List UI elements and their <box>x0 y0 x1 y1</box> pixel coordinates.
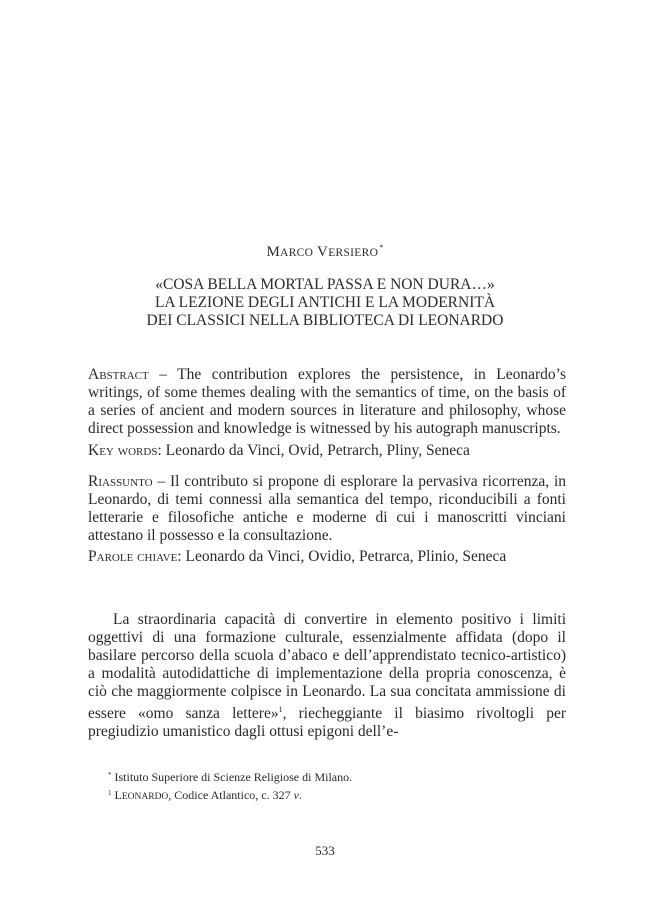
page-number: 533 <box>315 843 335 858</box>
keywords-label: Key words: <box>88 442 162 459</box>
footnote-1-text: , Codice Atlantico, c. 327 <box>168 788 294 802</box>
author-initial-last: V <box>317 244 329 260</box>
parole-text: Leonardo da Vinci, Ovidio, Petrarca, Plinio, Seneca <box>181 548 507 565</box>
author-footnote-mark[interactable]: * <box>379 243 384 252</box>
keywords <box>88 442 566 460</box>
footnote-author-rest: EONARDO <box>121 792 169 802</box>
footnote-1-italic: v <box>293 788 299 802</box>
author-name <box>0 243 650 261</box>
footnote-mark-1: 1 <box>108 789 112 797</box>
footnote-affiliation <box>108 767 566 785</box>
body-paragraph <box>88 611 566 741</box>
footnote-1 <box>108 785 566 805</box>
author-initial-first: M <box>266 244 281 260</box>
riassunto-label: Riassunto <box>88 473 153 490</box>
author-rest-last: ERSIERO <box>328 247 379 259</box>
title-line-3: DEI CLASSICI NELLA BIBLIOTECA DI LEONARDO <box>146 312 504 329</box>
body-text-part-2: , riecheggiante il biasimo rivoltogli per pregiudizio umanistico dagli ottusi epigoni dell’e- <box>88 705 566 740</box>
title-line-1: «COSA BELLA MORTAL PASSA E NON DURA…» <box>155 276 495 293</box>
title-line-2: LA LEZIONE DEGLI ANTICHI E LA MODERNITÀ <box>154 294 496 311</box>
abstract-text: – The contribution explores the persistence, in Leonardo’s writings, of some themes dealing with the semantics of time, on the basis of a series of ancient and modern sources in literature and philosophy, whose direct possession and knowledge is witnessed by his autograph manuscripts. <box>88 366 566 437</box>
abstract-label: Abstract <box>88 366 149 383</box>
footnote-author-initial: L <box>114 788 122 802</box>
abstract <box>88 366 566 438</box>
riassunto-text: – Il contributo si propone di esplorare la pervasiva ricorrenza, in Leonardo, di temi connessi alla semantica del tempo, riconducibili a fonti letterarie e filosofiche antiche e moderne di cui i manoscritti vinciani attestano il possesso e la consultazione. <box>88 473 566 544</box>
riassunto <box>88 473 566 545</box>
footnote-mark-star: * <box>108 771 112 779</box>
keywords-text: Leonardo da Vinci, Ovid, Petrarch, Pliny, Seneca <box>161 442 470 459</box>
parole-label: Parole chiave: <box>88 548 182 565</box>
footnote-ref-1[interactable]: 1 <box>278 705 283 714</box>
body-text-part-1: La straordinaria capacità di convertire in elemento positivo i limiti oggettivi di una formazione culturale, essenzialmente affidata (dopo il basilare percorso della scuola d’abaco e dell’apprendistato tecnico-artistico) a modalità autodidattiche di implementazione della propria conoscenza, è ciò che maggiormente colpisce in Leonardo. La sua concitata ammissione di essere «omo sanza lettere» <box>88 611 566 722</box>
author-rest-first: ARCO <box>280 247 314 259</box>
parole-chiave <box>88 548 566 566</box>
article-title <box>0 276 650 330</box>
footnote-1-end: . <box>298 788 302 802</box>
footnotes <box>108 767 566 805</box>
footnote-affiliation-text: Istituto Superiore di Scienze Religiose di Milano. <box>114 770 353 784</box>
